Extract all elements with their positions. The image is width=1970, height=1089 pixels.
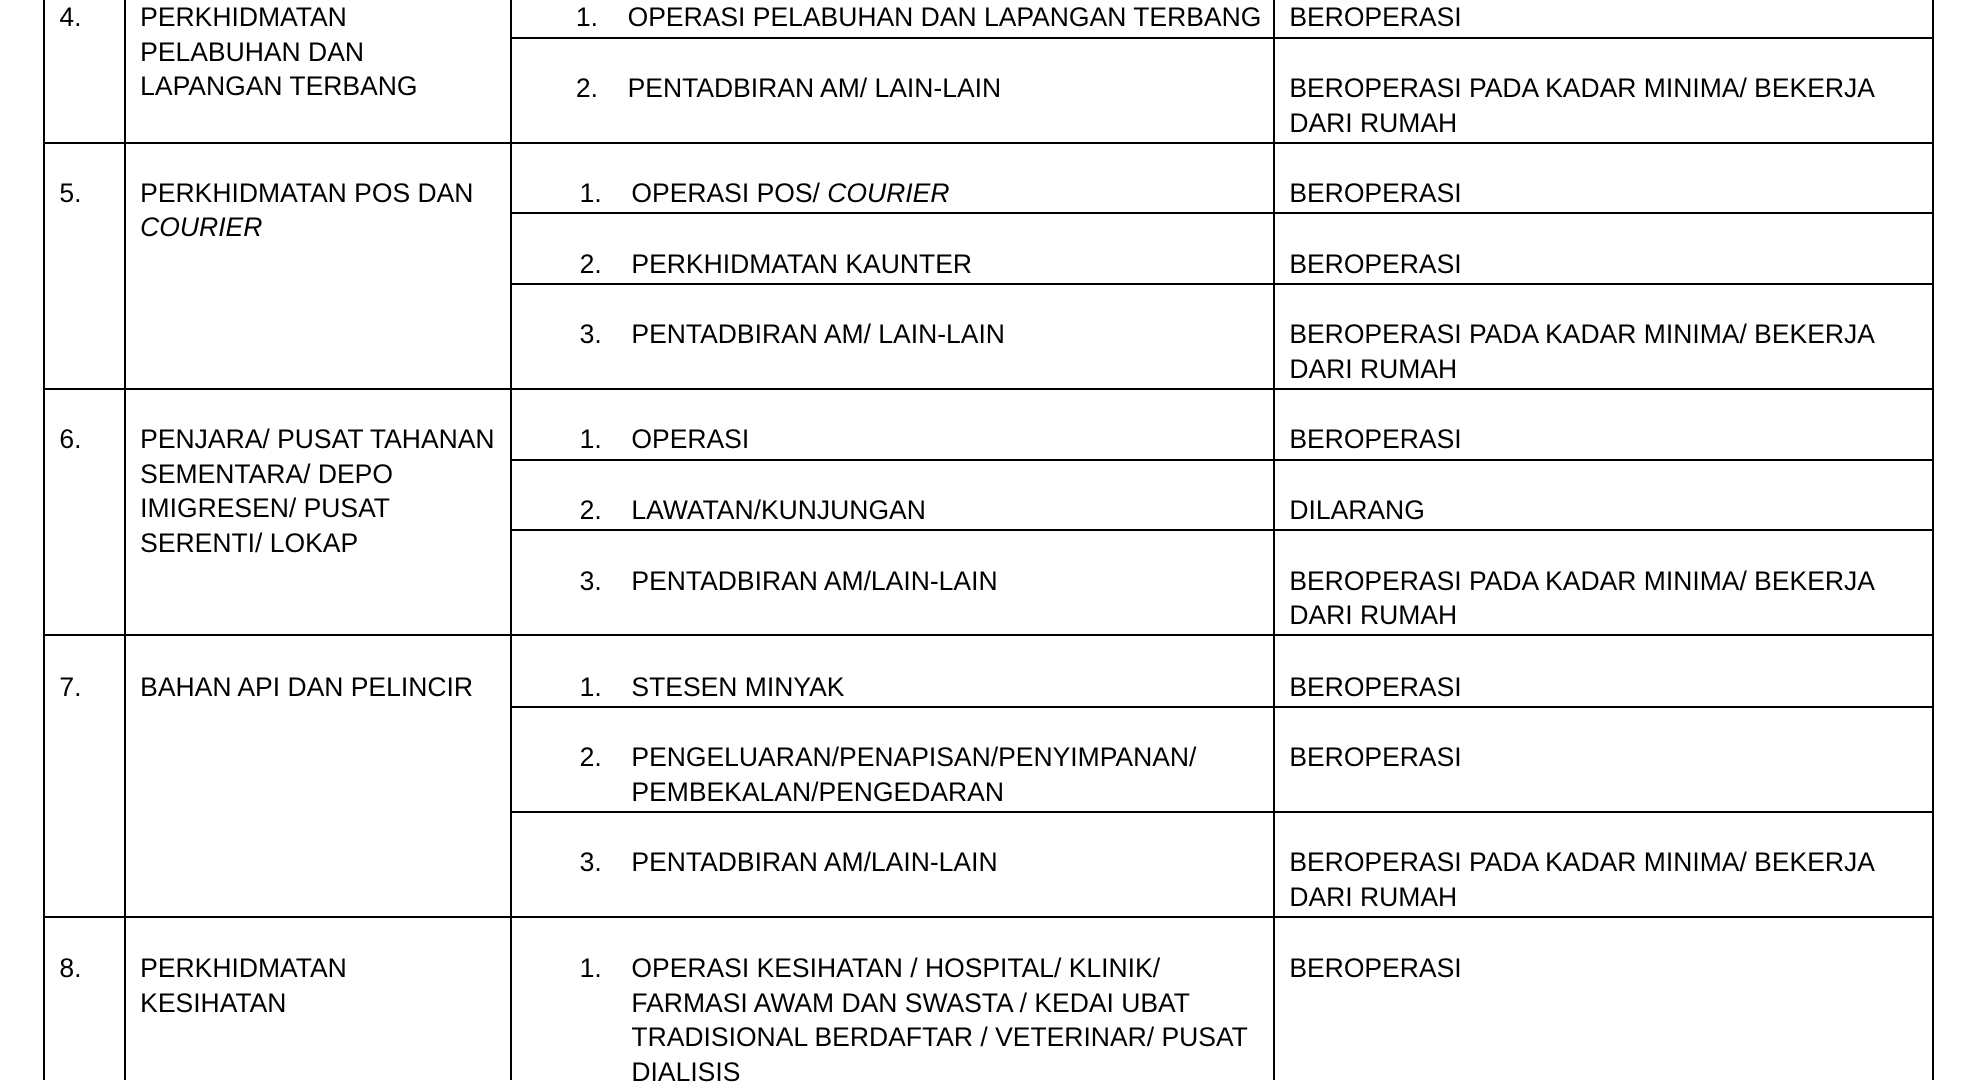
table-row-border xyxy=(43,634,1934,636)
activity-label: OPERASI xyxy=(631,424,750,455)
activity-label: PENTADBIRAN AM/ LAIN-LAIN xyxy=(631,319,1005,350)
activity-number: 2. xyxy=(579,248,602,279)
status-label: BEROPERASI PADA KADAR MINIMA/ BEKERJA xyxy=(1289,319,1875,350)
activity-label xyxy=(631,176,949,211)
activity-number: 2. xyxy=(575,73,598,104)
status-label: BEROPERASI PADA KADAR MINIMA/ BEKERJA xyxy=(1289,847,1875,878)
table-column-border xyxy=(510,0,512,1080)
sector-name: SERENTI/ LOKAP xyxy=(140,527,359,558)
sector-name: PELABUHAN DAN xyxy=(140,36,365,67)
activity-label: PENTADBIRAN AM/ LAIN-LAIN xyxy=(627,73,1002,104)
status-label: BEROPERASI xyxy=(1289,2,1462,33)
row-number: 8. xyxy=(59,953,82,984)
activity-number: 3. xyxy=(579,319,602,350)
status-label: BEROPERASI xyxy=(1289,248,1462,279)
sector-name-italic: COURIER xyxy=(140,212,263,243)
table-subrow-border xyxy=(510,212,1934,214)
table-column-border xyxy=(1273,0,1275,1080)
status-label: DARI RUMAH xyxy=(1289,600,1458,631)
status-label: BEROPERASI PADA KADAR MINIMA/ BEKERJA xyxy=(1289,73,1875,104)
table-column-border xyxy=(1932,0,1934,1080)
sector-name: IMIGRESEN/ PUSAT xyxy=(140,493,390,524)
row-number: 5. xyxy=(59,177,82,208)
table-column-border xyxy=(124,0,126,1080)
activity-number: 2. xyxy=(579,742,602,773)
activity-label: PERKHIDMATAN KAUNTER xyxy=(631,248,973,279)
table-row-border xyxy=(43,142,1934,144)
activity-label-text: OPERASI POS/ xyxy=(631,177,828,208)
table-subrow-border xyxy=(510,706,1934,708)
activity-number: 3. xyxy=(579,847,602,878)
activity-label: LAWATAN/KUNJUNGAN xyxy=(631,494,926,525)
row-number: 7. xyxy=(59,671,82,702)
sector-name: SEMENTARA/ DEPO xyxy=(140,458,393,489)
sector-name: PERKHIDMATAN xyxy=(140,953,347,984)
status-label: BEROPERASI xyxy=(1289,742,1462,773)
activity-label: PENGELUARAN/PENAPISAN/PENYIMPANAN/ xyxy=(631,742,1197,773)
activity-number: 1. xyxy=(575,2,598,33)
table-subrow-border xyxy=(510,811,1934,813)
table-row-border xyxy=(43,388,1934,390)
activity-label: STESEN MINYAK xyxy=(631,671,845,702)
status-label: BEROPERASI xyxy=(1289,424,1462,455)
activity-number: 1. xyxy=(579,177,602,208)
activity-label: FARMASI AWAM DAN SWASTA / KEDAI UBAT xyxy=(631,987,1190,1018)
activity-label-italic: COURIER xyxy=(827,177,950,208)
sector-name: KESIHATAN xyxy=(140,987,287,1018)
status-label: DARI RUMAH xyxy=(1289,353,1458,384)
activity-number: 1. xyxy=(579,671,602,702)
activity-number: 1. xyxy=(579,953,602,984)
activity-label: PENTADBIRAN AM/LAIN-LAIN xyxy=(631,847,998,878)
activity-label: PEMBEKALAN/PENGEDARAN xyxy=(631,776,1004,807)
row-number: 6. xyxy=(59,424,82,455)
row-number: 4. xyxy=(59,2,82,33)
table-subrow-border xyxy=(510,37,1934,39)
status-label: DILARANG xyxy=(1289,494,1425,525)
status-label: BEROPERASI PADA KADAR MINIMA/ BEKERJA xyxy=(1289,565,1875,596)
activity-number: 3. xyxy=(579,565,602,596)
status-label: BEROPERASI xyxy=(1289,671,1462,702)
sector-name: PENJARA/ PUSAT TAHANAN xyxy=(140,424,495,455)
status-label: DARI RUMAH xyxy=(1289,881,1458,912)
status-label: BEROPERASI xyxy=(1289,177,1462,208)
table-subrow-border xyxy=(510,283,1934,285)
activity-number: 2. xyxy=(579,494,602,525)
sector-name: PERKHIDMATAN xyxy=(140,2,347,33)
activity-label: PENTADBIRAN AM/LAIN-LAIN xyxy=(631,565,998,596)
sector-name: LAPANGAN TERBANG xyxy=(140,71,418,102)
table-column-border xyxy=(43,0,45,1080)
activity-label: OPERASI KESIHATAN / HOSPITAL/ KLINIK/ xyxy=(631,953,1161,984)
sector-name: PERKHIDMATAN POS DAN xyxy=(140,177,474,208)
table-subrow-border xyxy=(510,529,1934,531)
status-label: BEROPERASI xyxy=(1289,953,1462,984)
table-subrow-border xyxy=(510,459,1934,461)
table-row-border xyxy=(43,916,1934,918)
activity-number: 1. xyxy=(579,424,602,455)
activity-label: OPERASI PELABUHAN DAN LAPANGAN TERBANG xyxy=(627,2,1262,33)
activity-label: DIALISIS xyxy=(631,1056,741,1087)
status-label: DARI RUMAH xyxy=(1289,107,1458,138)
activity-label: TRADISIONAL BERDAFTAR / VETERINAR/ PUSAT xyxy=(631,1022,1248,1053)
sector-name: BAHAN API DAN PELINCIR xyxy=(140,671,473,702)
